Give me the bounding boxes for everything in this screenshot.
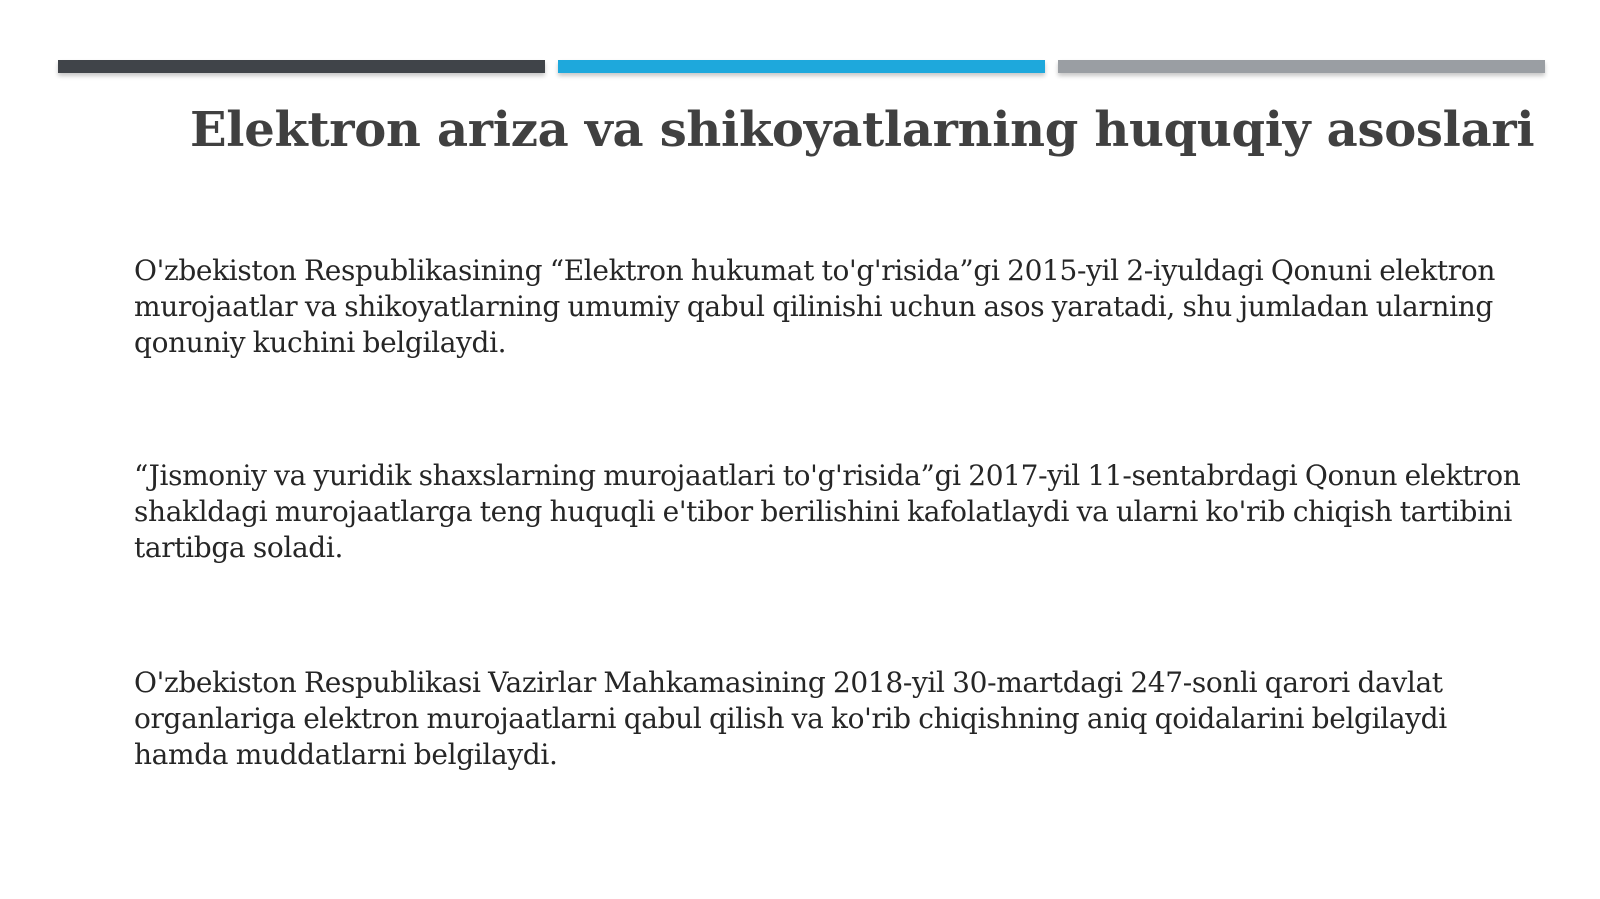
paragraph-appeals-law: “Jismoniy va yuridik shaxslarning murojaatlari to'g'risida”gi 2017-yil 11-sentabrdagi Qonun elektron shakldagi murojaatlarga teng huquqli e'tibor berilishini kafolatlaydi va ularni ko'rib chiqish tartibini tartibga soladi.	[134, 459, 1521, 564]
slide-title: Elektron ariza va shikoyatlarning huquqiy asoslari	[190, 102, 1535, 158]
header-bar-dark	[58, 60, 545, 73]
header-bar-accent	[558, 60, 1045, 73]
paragraph-cabinet-resolution: O'zbekiston Respublikasi Vazirlar Mahkamasining 2018-yil 30-martdagi 247-sonli qarori davlat organlariga elektron murojaatlarni qabul qilish va ko'rib chiqishning aniq qoidalarini belgilaydi hamda muddatlarni belgilaydi.	[134, 666, 1447, 771]
header-bar-gray	[1058, 60, 1545, 73]
paragraph-electronic-government-law: O'zbekiston Respublikasining “Elektron hukumat to'g'risida”gi 2015-yil 2-iyuldagi Qonuni elektron murojaatlar va shikoyatlarning umumiy qabul qilinishi uchun asos yaratadi, shu jumladan ularning qonuniy kuchini belgilaydi.	[134, 254, 1496, 359]
